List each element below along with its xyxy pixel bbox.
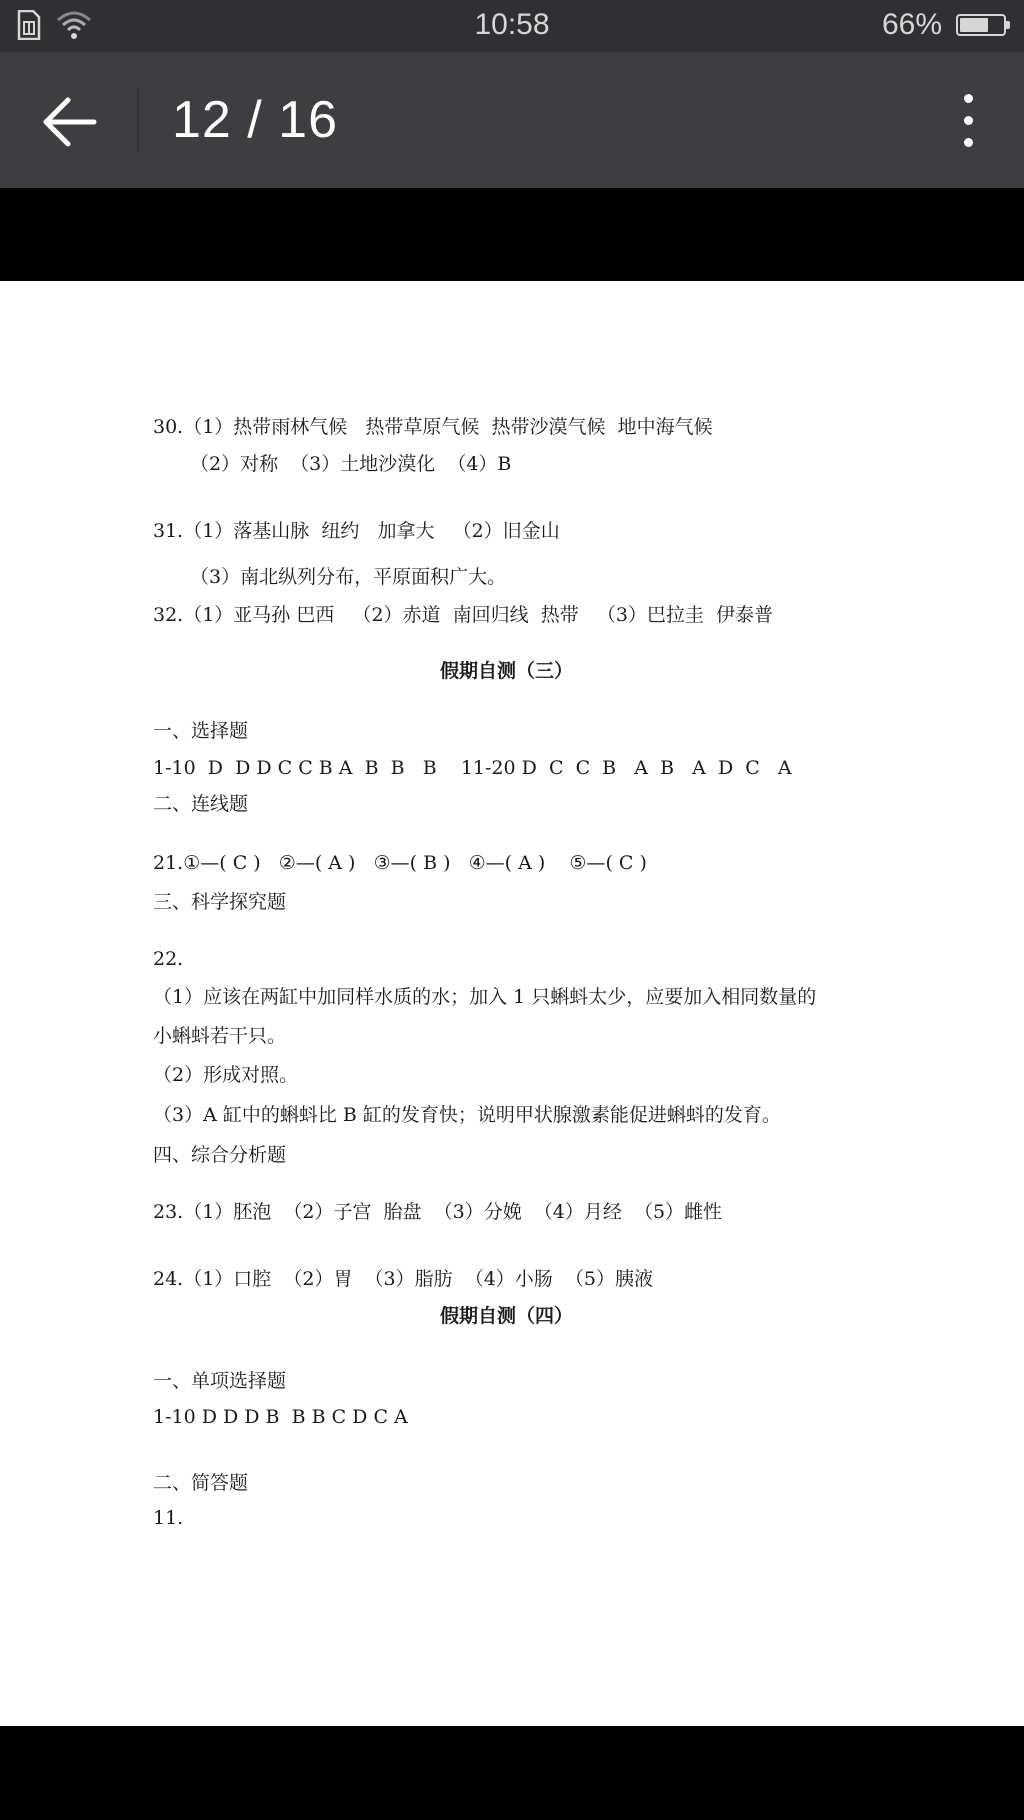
single-choice-answers: 1-10 D D D B B B C D C A <box>153 1406 408 1428</box>
answer-32: 32.（1）亚马孙 巴西 （2）赤道 南回归线 热带 （3）巴拉圭 伊泰普 <box>153 604 773 626</box>
viewer-toolbar <box>0 52 1024 188</box>
battery-percentage: 66% <box>881 8 942 41</box>
answer-22-line-4: （3）A 缸中的蝌蚪比 B 缸的发育快；说明甲状腺激素能促进蝌蚪的发育。 <box>153 1104 781 1126</box>
part-1-heading: 一、选择题 <box>153 720 249 742</box>
back-arrow-icon[interactable] <box>40 92 100 152</box>
short-answer-heading: 二、简答题 <box>153 1472 249 1494</box>
status-bar <box>0 0 1024 52</box>
answer-30-line-1: 30.（1）热带雨林气候 热带草原气候 热带沙漠气候 地中海气候 <box>153 416 713 438</box>
section-heading-test-3: 假期自测（三） <box>440 660 574 682</box>
section-heading-test-4: 假期自测（四） <box>440 1305 574 1327</box>
answer-22-line-3: （2）形成对照。 <box>153 1064 299 1086</box>
choice-answers: 1-10 D D D C C B A B B B 11-20 D C C B A B A D C A <box>153 757 792 779</box>
answer-11-label: 11. <box>153 1507 184 1529</box>
part-3-heading: 三、科学探究题 <box>153 891 287 913</box>
toolbar-divider <box>137 88 139 152</box>
answer-31-line-1: 31.（1）落基山脉 纽约 加拿大 （2）旧金山 <box>153 520 560 542</box>
document-page[interactable] <box>0 281 1024 1726</box>
more-options-icon[interactable] <box>948 90 988 150</box>
battery-icon <box>956 14 1006 36</box>
answer-21: 21.①—( C ) ②—( A ) ③—( B ) ④—( A ) ⑤—( C ) <box>153 852 647 874</box>
answer-30-line-2: （2）对称 （3）土地沙漠化 （4）B <box>190 453 512 475</box>
part-4-heading: 四、综合分析题 <box>153 1144 287 1166</box>
answer-24: 24.（1）口腔 （2）胃 （3）脂肪 （4）小肠 （5）胰液 <box>153 1268 653 1290</box>
answer-23: 23.（1）胚泡 （2）子宫 胎盘 （3）分娩 （4）月经 （5）雌性 <box>153 1201 723 1223</box>
part-2-heading: 二、连线题 <box>153 793 249 815</box>
battery-fill <box>960 18 988 32</box>
status-icons-right <box>882 8 1006 42</box>
clock: 10:58 <box>474 8 550 41</box>
answer-22-line-1: （1）应该在两缸中加同样水质的水；加入 1 只蝌蚪太少，应要加入相同数量的 <box>153 986 817 1008</box>
single-choice-heading: 一、单项选择题 <box>153 1370 287 1392</box>
page-indicator: 12 / 16 <box>172 91 339 149</box>
answer-22-line-2: 小蝌蚪若干只。 <box>153 1025 287 1047</box>
answer-22-label: 22. <box>153 948 184 970</box>
answer-31-line-2: （3）南北纵列分布，平原面积广大。 <box>190 566 507 588</box>
